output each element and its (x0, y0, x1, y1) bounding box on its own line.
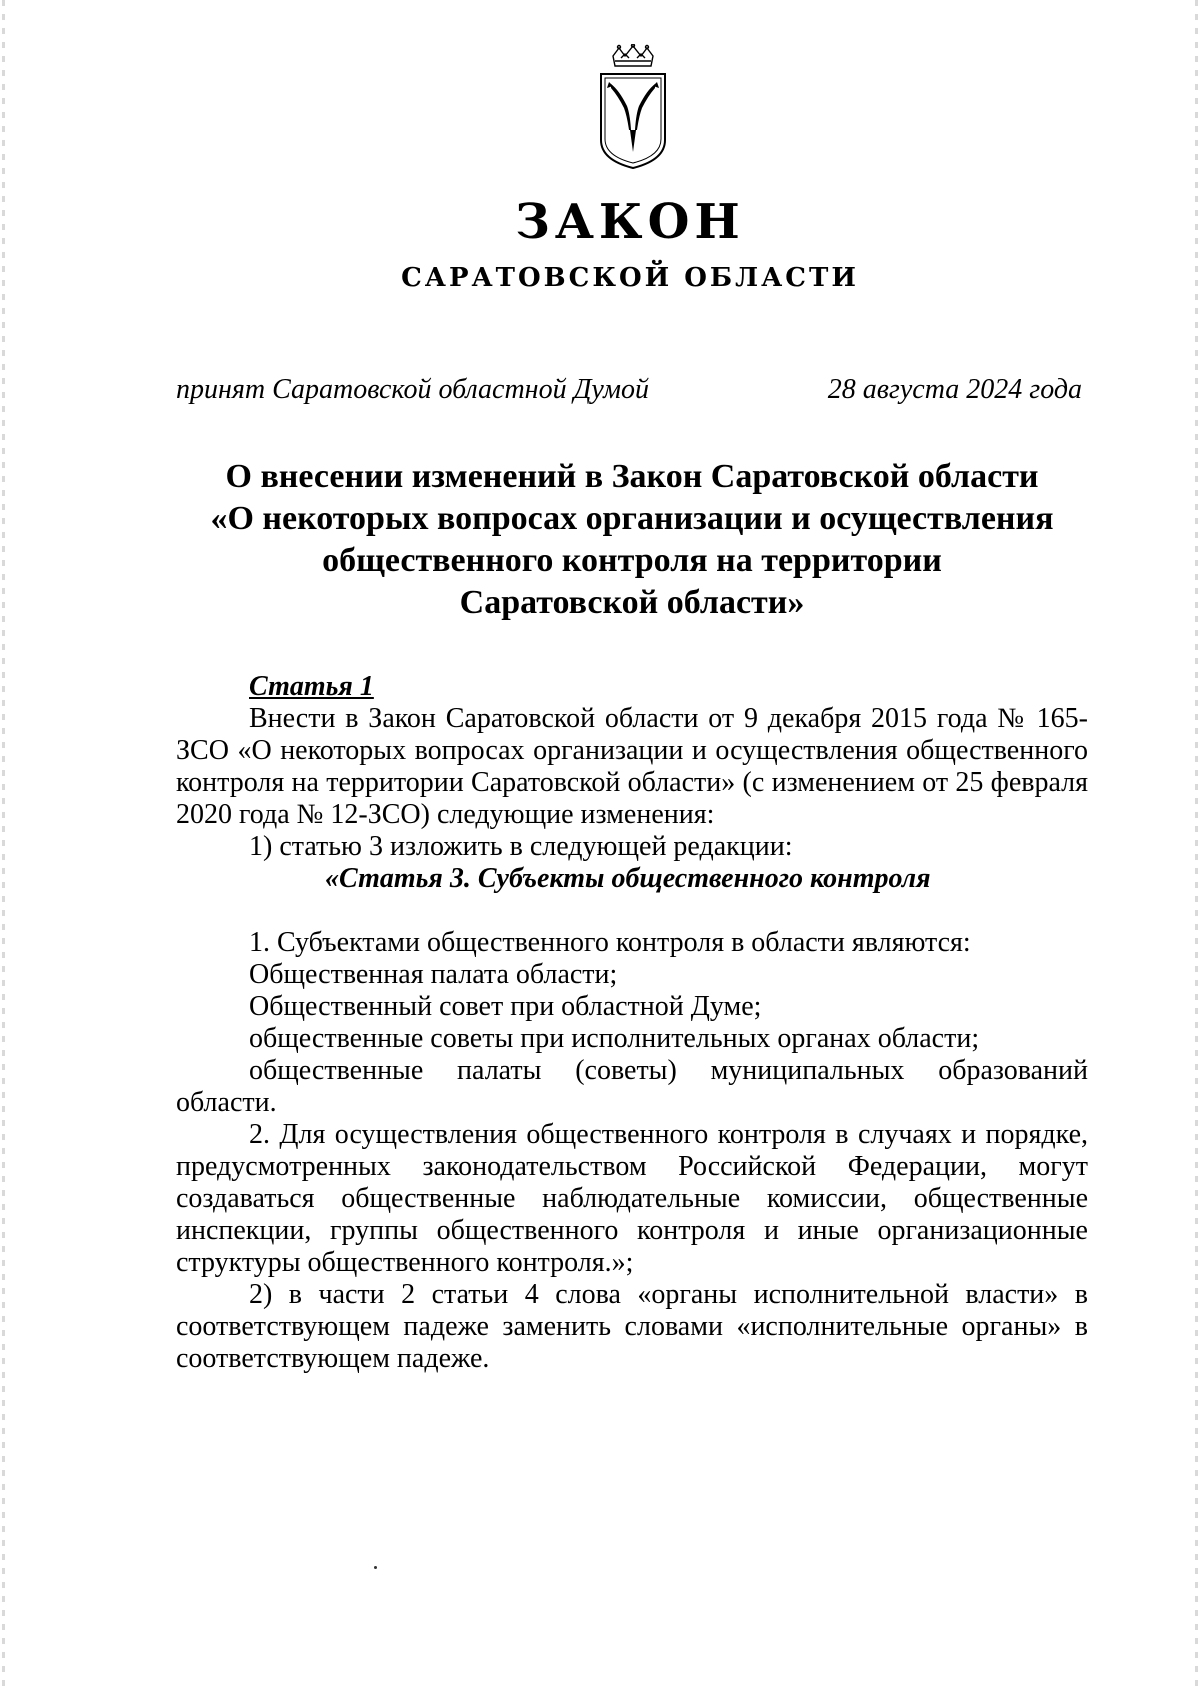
heading-line: общественного контроля на территории (322, 542, 942, 579)
heading-line: Саратовской области» (459, 584, 805, 621)
spacer (176, 895, 1088, 927)
amendment-item-1: 1) статью 3 изложить в следующей редакции: (249, 831, 793, 862)
scan-edge-left (2, 0, 5, 1686)
adoption-date: 28 августа 2024 года (827, 374, 1082, 405)
law-region-subtitle: САРАТОВСКОЙ ОБЛАСТИ (401, 263, 859, 293)
heading-line: О внесении изменений в Закон Саратовской области (225, 458, 1039, 495)
subject-item-last: общественные палаты (советы) муниципальных образований области. (176, 1055, 1088, 1118)
law-heading (176, 456, 1088, 624)
subject-item: общественные советы при исполнительных органах области; (249, 1023, 980, 1054)
scan-speck (374, 1566, 377, 1569)
coat-of-arms-icon (597, 44, 669, 170)
amendment-item-2: 2) в части 2 статьи 4 слова «органы исполнительной власти» в соответствующем падеже заменить словами «исполнительные органы» в соответствующем падеже. (176, 1279, 1088, 1374)
scan-edge-right (1195, 0, 1198, 1686)
heading-line: «О некоторых вопросах организации и осуществления (210, 500, 1054, 537)
law-title: ЗАКОН (515, 194, 745, 250)
adopted-by: принят Саратовской областной Думой (176, 374, 649, 405)
article-3-title: «Статья 3. Субъекты общественного контроля (325, 863, 931, 894)
part-1-intro: 1. Субъектами общественного контроля в области являются: (249, 927, 971, 958)
law-body (176, 671, 1088, 1375)
article-1-intro: Внести в Закон Саратовской области от 9 декабря 2015 года № 165-ЗСО «О некоторых вопросах организации и осуществления общественного контроля на территории Саратовской области» (с изменением от 25 февраля 2020 года № 12-ЗСО) следующие изменения: (176, 703, 1088, 830)
subject-item: Общественный совет при областной Думе; (249, 991, 762, 1022)
part-2-text: 2. Для осуществления общественного контроля в случаях и порядке, предусмотренных законодательством Российской Федерации, могут создаваться общественные наблюдательные комиссии, общественные инспекции, группы общественного контроля и иные организационные структуры общественного контроля.»; (176, 1119, 1088, 1278)
article-1-title: Статья 1 (249, 671, 374, 702)
subject-item: Общественная палата области; (249, 959, 618, 990)
